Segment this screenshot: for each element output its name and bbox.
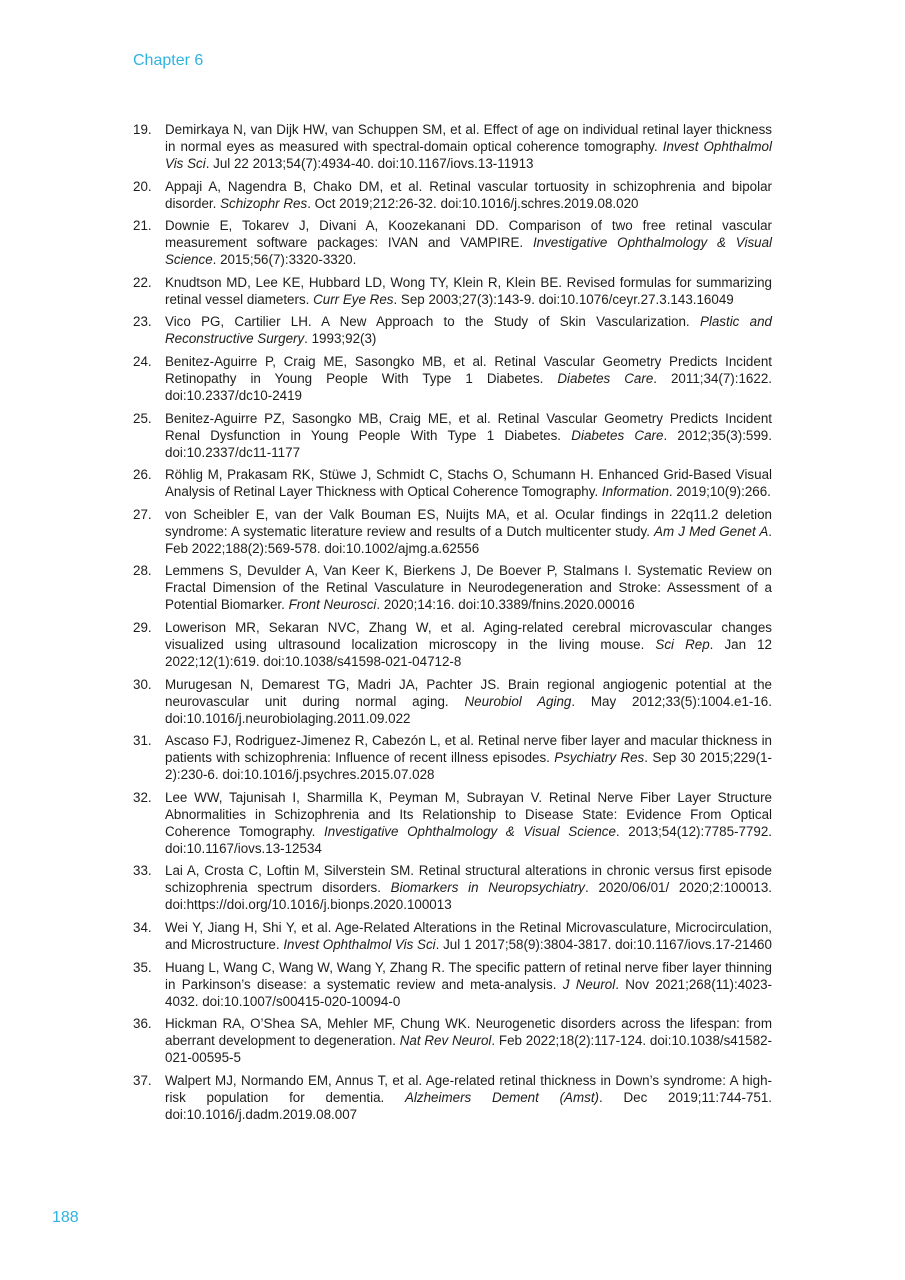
reference-number: 21. <box>133 218 152 234</box>
reference-item <box>133 676 772 727</box>
reference-details: . Sep 30 2015;229(1-2):230-6. doi:10.1016/j.psychres.2015.07.028 <box>165 750 772 783</box>
reference-text <box>165 959 772 1010</box>
reference-item <box>133 353 772 404</box>
reference-number: 23. <box>133 314 152 330</box>
reference-journal: Sci Rep <box>655 636 710 652</box>
reference-journal: Nat Rev Neurol <box>399 1033 492 1049</box>
reference-number: 34. <box>133 919 152 935</box>
reference-item <box>133 178 772 212</box>
reference-details: . May 2012;33(5):1004.e1-16. doi:10.1016/j.neurobiolaging.2011.09.022 <box>165 693 772 726</box>
reference-text <box>165 732 772 783</box>
reference-details: . Jul 1 2017;58(9):3804-3817. doi:10.1167/iovs.17-21460 <box>435 936 772 952</box>
reference-text <box>165 217 772 268</box>
reference-item <box>133 732 772 783</box>
reference-details: . Nov 2021;268(11):4023-4032. doi:10.1007/s00415-020-10094-0 <box>165 976 772 1009</box>
reference-journal: Front Neurosci <box>288 597 377 613</box>
reference-text <box>165 313 772 347</box>
reference-authors-title: Lee WW, Tajunisah I, Sharmilla K, Peyman M, Subrayan V. Retinal Nerve Fiber Layer Structure Abnormalities in Schizophrenia and Its Relationship to Disease State: Evidence From Optical Coherence Tomography. <box>165 789 772 839</box>
reference-journal: J Neurol <box>562 976 616 992</box>
reference-text <box>165 274 772 308</box>
reference-details: . Sep 2003;27(3):143-9. doi:10.1076/ceyr.27.3.143.16049 <box>393 291 734 307</box>
reference-details: . 2020;14:16. doi:10.3389/fnins.2020.00016 <box>376 597 635 613</box>
reference-item <box>133 410 772 461</box>
reference-number: 26. <box>133 467 152 483</box>
reference-details: . Jan 12 2022;12(1):619. doi:10.1038/s41598-021-04712-8 <box>165 636 772 669</box>
reference-item <box>133 274 772 308</box>
reference-authors-title: Wei Y, Jiang H, Shi Y, et al. Age-Related Alterations in the Retinal Microvasculature, Microcirculation, and Microstructure. <box>165 919 772 952</box>
reference-number: 32. <box>133 789 152 805</box>
reference-item <box>133 1072 772 1123</box>
reference-text <box>165 562 772 613</box>
reference-journal: Diabetes Care <box>557 370 654 386</box>
reference-authors-title: Downie E, Tokarev J, Divani A, Koozekanani DD. Comparison of two free retinal vascular measurement software packages: IVAN and VAMPIRE. <box>165 218 772 251</box>
reference-authors-title: Lowerison MR, Sekaran NVC, Zhang W, et al. Aging-related cerebral microvascular changes visualized using ultrasound localization microscopy in the living mouse. <box>165 619 772 652</box>
reference-text <box>165 506 772 557</box>
reference-item <box>133 1015 772 1066</box>
reference-text <box>165 1015 772 1066</box>
reference-number: 30. <box>133 676 152 692</box>
reference-details: . 2015;56(7):3320-3320. <box>212 252 357 268</box>
reference-journal: Diabetes Care <box>571 427 664 443</box>
reference-journal: Am J Med Genet A <box>654 523 769 539</box>
reference-details: . 2012;35(3):599. doi:10.2337/dc11-1177 <box>165 427 772 460</box>
reference-number: 28. <box>133 563 152 579</box>
reference-item <box>133 789 772 857</box>
reference-details: . Jul 22 2013;54(7):4934-40. doi:10.1167/iovs.13-11913 <box>205 156 534 171</box>
reference-text <box>165 353 772 404</box>
reference-list <box>133 121 772 1128</box>
reference-authors-title: Appaji A, Nagendra B, Chako DM, et al. Retinal vascular tortuosity in schizophrenia and bipolar disorder. <box>165 178 772 211</box>
reference-details: . 1993;92(3) <box>304 331 377 347</box>
reference-details: . 2020/06/01/ 2020;2:100013. doi:https://doi.org/10.1016/j.bionps.2020.100013 <box>165 880 773 913</box>
reference-details: . 2019;10(9):266. <box>668 484 771 500</box>
reference-number: 20. <box>133 178 152 194</box>
reference-authors-title: Benitez-Aguirre PZ, Sasongko MB, Craig ME, et al. Retinal Vascular Geometry Predicts Incident Renal Dysfunction in Young People With Type 1 Diabetes. <box>165 410 772 443</box>
reference-item <box>133 562 772 613</box>
reference-journal: Plastic and Reconstructive Surgery <box>165 314 772 347</box>
reference-number: 36. <box>133 1016 152 1032</box>
reference-number: 25. <box>133 410 152 426</box>
reference-number: 31. <box>133 733 152 749</box>
reference-item <box>133 121 772 172</box>
reference-text <box>165 466 772 500</box>
reference-text <box>165 676 772 727</box>
reference-text <box>165 619 772 670</box>
reference-number: 29. <box>133 619 152 635</box>
reference-item <box>133 466 772 500</box>
reference-journal: Investigative Ophthalmology & Visual Science <box>165 235 773 268</box>
reference-details: . Oct 2019;212:26-32. doi:10.1016/j.schres.2019.08.020 <box>307 195 639 211</box>
reference-journal: Invest Ophthalmol Vis Sci <box>283 936 436 952</box>
reference-text <box>165 178 772 212</box>
reference-authors-title: Ascaso FJ, Rodriguez-Jimenez R, Cabezón L, et al. Retinal nerve fiber layer and macular thickness in patients with schizophrenia: Influence of recent illness episodes. <box>165 733 772 766</box>
reference-journal: Investigative Ophthalmology & Visual Science <box>324 823 616 839</box>
reference-item <box>133 919 772 953</box>
page-number: 188 <box>52 1209 79 1226</box>
reference-number: 19. <box>133 122 152 137</box>
reference-journal: Information <box>601 484 669 500</box>
reference-authors-title: Walpert MJ, Normando EM, Annus T, et al. Age-related retinal thickness in Down’s syndrome: A high-risk population for dementia. <box>165 1072 772 1105</box>
reference-authors-title: Lemmens S, Devulder A, Van Keer K, Bierkens J, De Boever P, Stalmans I. Systematic Review on Fractal Dimension of the Retinal Vasculature in Neurodegeneration and Stroke: Assessment of a Potential Biomarker. <box>165 563 772 613</box>
reference-item <box>133 313 772 347</box>
reference-journal: Invest Ophthalmol Vis Sci <box>165 139 772 171</box>
reference-journal: Curr Eye Res <box>313 291 394 307</box>
reference-authors-title: Knudtson MD, Lee KE, Hubbard LD, Wong TY, Klein R, Klein BE. Revised formulas for summarizing retinal vessel diameters. <box>165 274 772 307</box>
chapter-header: Chapter 6 <box>133 52 204 69</box>
reference-item <box>133 506 772 557</box>
reference-number: 33. <box>133 863 152 879</box>
reference-journal: Alzheimers Dement (Amst) <box>405 1089 599 1105</box>
reference-details: . Feb 2022;188(2):569-578. doi:10.1002/ajmg.a.62556 <box>165 523 773 556</box>
reference-number: 24. <box>133 353 152 369</box>
reference-authors-title: von Scheibler E, van der Valk Bouman ES, Nuijts MA, et al. Ocular findings in 22q11.2 deletion syndrome: A systematic literature review and results of a Dutch multicenter study. <box>165 506 772 539</box>
reference-authors-title: Hickman RA, O’Shea SA, Mehler MF, Chung WK. Neurogenetic disorders across the lifespan: from aberrant development to degeneration. <box>165 1016 772 1049</box>
reference-authors-title: Huang L, Wang C, Wang W, Wang Y, Zhang R. The specific pattern of retinal nerve fiber layer thinning in Parkinson’s disease: a systematic review and meta-analysis. <box>165 959 772 992</box>
reference-item <box>133 959 772 1010</box>
reference-item <box>133 862 772 913</box>
reference-details: . Feb 2022;18(2):117-124. doi:10.1038/s41582-021-00595-5 <box>165 1033 773 1066</box>
reference-details: . 2011;34(7):1622. doi:10.2337/dc10-2419 <box>165 370 772 403</box>
reference-details: . Dec 2019;11:744-751. doi:10.1016/j.dadm.2019.08.007 <box>165 1089 772 1122</box>
reference-journal: Neurobiol Aging <box>464 693 572 709</box>
reference-text <box>165 410 772 461</box>
reference-authors-title: Lai A, Crosta C, Loftin M, Silverstein SM. Retinal structural alterations in chronic versus first episode schizophrenia spectrum disorders. <box>165 863 772 896</box>
reference-authors-title: Vico PG, Cartilier LH. A New Approach to the Study of Skin Vascularization. <box>165 314 700 330</box>
reference-number: 27. <box>133 506 152 522</box>
reference-number: 37. <box>133 1072 152 1088</box>
reference-authors-title: Benitez-Aguirre P, Craig ME, Sasongko MB, et al. Retinal Vascular Geometry Predicts Incident Retinopathy in Young People With Type 1 Diabetes. <box>165 353 772 386</box>
reference-journal: Psychiatry Res <box>554 750 645 766</box>
reference-number: 22. <box>133 274 152 290</box>
reference-details: . 2013;54(12):7785-7792. doi:10.1167/iovs.13-12534 <box>165 823 772 856</box>
reference-text <box>165 862 772 913</box>
reference-text <box>165 789 772 857</box>
reference-authors-title: Murugesan N, Demarest TG, Madri JA, Pachter JS. Brain regional angiogenic potential at the neurovascular unit during normal aging. <box>165 676 772 709</box>
reference-number: 35. <box>133 959 152 975</box>
reference-authors-title: Röhlig M, Prakasam RK, Stüwe J, Schmidt C, Stachs O, Schumann H. Enhanced Grid-Based Visual Analysis of Retinal Layer Thickness with Optical Coherence Tomography. <box>165 467 772 500</box>
reference-text <box>165 1072 772 1123</box>
reference-text <box>165 121 772 172</box>
reference-journal: Schizophr Res <box>220 195 308 211</box>
reference-authors-title: Demirkaya N, van Dijk HW, van Schuppen SM, et al. Effect of age on individual retinal layer thickness in normal eyes as measured with spectral-domain optical coherence tomography. <box>165 122 772 154</box>
reference-item <box>133 217 772 268</box>
reference-journal: Biomarkers in Neuropsychiatry <box>390 880 586 896</box>
reference-item <box>133 619 772 670</box>
reference-text <box>165 919 772 953</box>
